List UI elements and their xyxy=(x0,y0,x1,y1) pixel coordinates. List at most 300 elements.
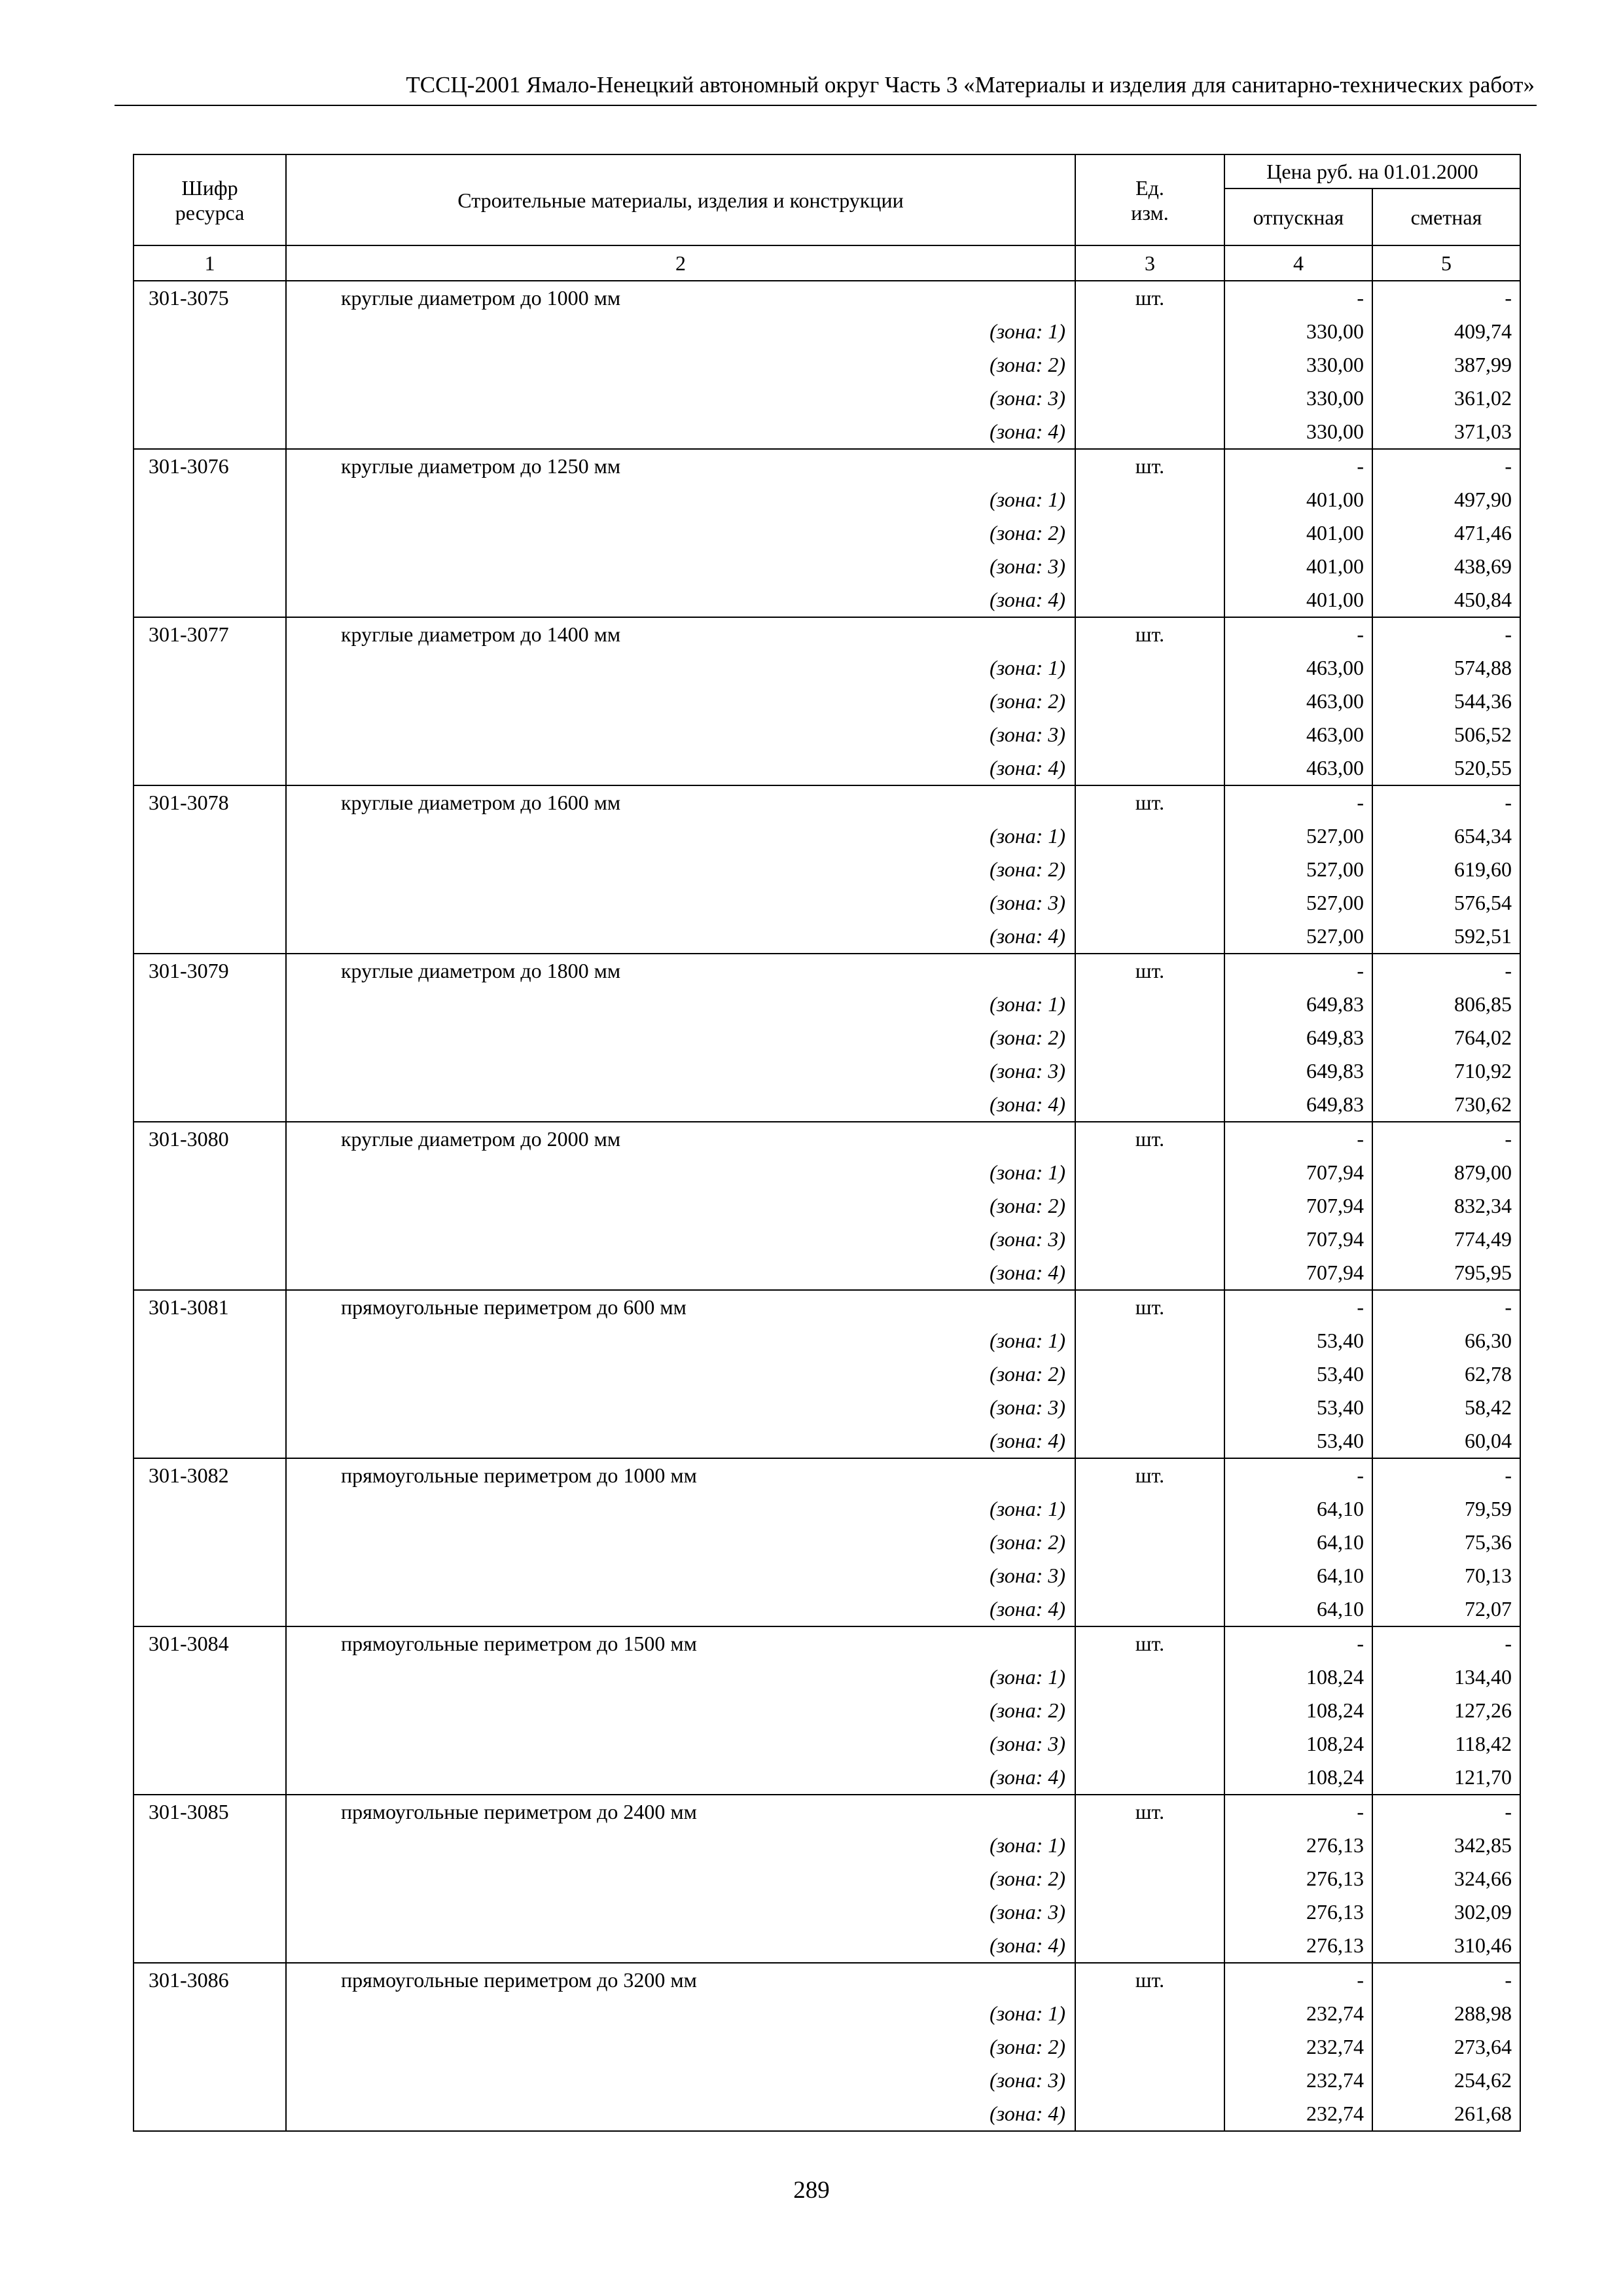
empty-cell xyxy=(1075,1895,1224,1929)
empty-cell xyxy=(1075,1391,1224,1424)
estimate-price: 520,55 xyxy=(1372,751,1520,785)
release-price: - xyxy=(1224,449,1372,483)
empty-cell xyxy=(1075,1694,1224,1727)
zone-row xyxy=(134,483,1520,516)
release-price: 276,13 xyxy=(1224,1929,1372,1963)
col-header-price-estimate: сметная xyxy=(1372,188,1520,245)
empty-cell xyxy=(134,1862,286,1895)
unit-cell: шт. xyxy=(1075,954,1224,988)
release-price: 649,83 xyxy=(1224,1088,1372,1122)
empty-cell xyxy=(1075,1727,1224,1761)
estimate-price: 361,02 xyxy=(1372,382,1520,415)
table-row xyxy=(134,1122,1520,1156)
zone-label: (зона: 1) xyxy=(286,1324,1075,1357)
estimate-price: - xyxy=(1372,785,1520,819)
zone-label: (зона: 4) xyxy=(286,1761,1075,1795)
unit-cell: шт. xyxy=(1075,617,1224,651)
estimate-price: 654,34 xyxy=(1372,819,1520,853)
zone-label: (зона: 2) xyxy=(286,1021,1075,1054)
material-name: круглые диаметром до 1800 мм xyxy=(286,954,1075,988)
empty-cell xyxy=(134,1895,286,1929)
empty-cell xyxy=(1075,1189,1224,1223)
empty-cell xyxy=(1075,483,1224,516)
unit-cell: шт. xyxy=(1075,449,1224,483)
empty-cell xyxy=(1075,1357,1224,1391)
release-price: 108,24 xyxy=(1224,1694,1372,1727)
estimate-price: 66,30 xyxy=(1372,1324,1520,1357)
empty-cell xyxy=(134,1391,286,1424)
empty-cell xyxy=(134,718,286,751)
zone-label: (зона: 4) xyxy=(286,1424,1075,1458)
zone-label: (зона: 1) xyxy=(286,1997,1075,2030)
zone-row xyxy=(134,988,1520,1021)
estimate-price: 774,49 xyxy=(1372,1223,1520,1256)
table-row xyxy=(134,1795,1520,1829)
zone-row xyxy=(134,1424,1520,1458)
zone-label: (зона: 3) xyxy=(286,2064,1075,2097)
empty-cell xyxy=(1075,685,1224,718)
release-price: 276,13 xyxy=(1224,1895,1372,1929)
table-row xyxy=(134,954,1520,988)
material-name: круглые диаметром до 1000 мм xyxy=(286,281,1075,315)
release-price: - xyxy=(1224,1458,1372,1492)
estimate-price: 342,85 xyxy=(1372,1829,1520,1862)
release-price: 330,00 xyxy=(1224,315,1372,348)
empty-cell xyxy=(1075,1492,1224,1526)
empty-cell xyxy=(134,1592,286,1626)
release-price: 232,74 xyxy=(1224,2097,1372,2131)
col-number: 2 xyxy=(286,245,1075,281)
empty-cell xyxy=(1075,1660,1224,1694)
empty-cell xyxy=(1075,718,1224,751)
resource-code: 301-3084 xyxy=(134,1626,286,1660)
empty-cell xyxy=(134,1694,286,1727)
empty-cell xyxy=(1075,1526,1224,1559)
zone-row xyxy=(134,1189,1520,1223)
release-price: 64,10 xyxy=(1224,1592,1372,1626)
zone-label: (зона: 3) xyxy=(286,1054,1075,1088)
release-price: 527,00 xyxy=(1224,886,1372,920)
empty-cell xyxy=(134,415,286,449)
zone-row xyxy=(134,1391,1520,1424)
empty-cell xyxy=(134,886,286,920)
zone-row xyxy=(134,1559,1520,1592)
estimate-price: 324,66 xyxy=(1372,1862,1520,1895)
estimate-price: 592,51 xyxy=(1372,920,1520,954)
zone-row xyxy=(134,1862,1520,1895)
resource-code: 301-3082 xyxy=(134,1458,286,1492)
estimate-price: 471,46 xyxy=(1372,516,1520,550)
col-number: 4 xyxy=(1224,245,1372,281)
empty-cell xyxy=(134,1156,286,1189)
empty-cell xyxy=(134,315,286,348)
empty-cell xyxy=(1075,1929,1224,1963)
empty-cell xyxy=(1075,1592,1224,1626)
empty-cell xyxy=(1075,1021,1224,1054)
empty-cell xyxy=(134,853,286,886)
zone-row xyxy=(134,516,1520,550)
estimate-price: 127,26 xyxy=(1372,1694,1520,1727)
empty-cell xyxy=(134,1088,286,1122)
release-price: - xyxy=(1224,617,1372,651)
zone-row xyxy=(134,1088,1520,1122)
empty-cell xyxy=(134,920,286,954)
estimate-price: - xyxy=(1372,1795,1520,1829)
zone-label: (зона: 3) xyxy=(286,1727,1075,1761)
empty-cell xyxy=(1075,1088,1224,1122)
zone-row xyxy=(134,348,1520,382)
zone-row xyxy=(134,2097,1520,2131)
zone-row xyxy=(134,1694,1520,1727)
empty-cell xyxy=(134,2064,286,2097)
resource-code: 301-3081 xyxy=(134,1290,286,1324)
estimate-price: 574,88 xyxy=(1372,651,1520,685)
zone-label: (зона: 1) xyxy=(286,988,1075,1021)
estimate-price: - xyxy=(1372,1290,1520,1324)
release-price: 463,00 xyxy=(1224,751,1372,785)
estimate-price: 764,02 xyxy=(1372,1021,1520,1054)
estimate-price: 134,40 xyxy=(1372,1660,1520,1694)
col-header-unit: Ед. изм. xyxy=(1075,154,1224,245)
zone-row xyxy=(134,2030,1520,2064)
zone-row xyxy=(134,1492,1520,1526)
release-price: 232,74 xyxy=(1224,1997,1372,2030)
estimate-price: - xyxy=(1372,449,1520,483)
empty-cell xyxy=(134,1357,286,1391)
estimate-price: - xyxy=(1372,954,1520,988)
zone-label: (зона: 3) xyxy=(286,382,1075,415)
empty-cell xyxy=(134,751,286,785)
zone-label: (зона: 1) xyxy=(286,1829,1075,1862)
zone-row xyxy=(134,1660,1520,1694)
table-row xyxy=(134,281,1520,315)
estimate-price: 70,13 xyxy=(1372,1559,1520,1592)
zone-label: (зона: 2) xyxy=(286,516,1075,550)
material-name: круглые диаметром до 2000 мм xyxy=(286,1122,1075,1156)
estimate-price: - xyxy=(1372,1458,1520,1492)
release-price: 276,13 xyxy=(1224,1829,1372,1862)
release-price: - xyxy=(1224,954,1372,988)
empty-cell xyxy=(1075,2030,1224,2064)
estimate-price: 254,62 xyxy=(1372,2064,1520,2097)
empty-cell xyxy=(1075,751,1224,785)
zone-row xyxy=(134,1054,1520,1088)
table-row xyxy=(134,1458,1520,1492)
unit-cell: шт. xyxy=(1075,1458,1224,1492)
zone-label: (зона: 2) xyxy=(286,1357,1075,1391)
estimate-price: 450,84 xyxy=(1372,583,1520,617)
estimate-price: 730,62 xyxy=(1372,1088,1520,1122)
unit-cell: шт. xyxy=(1075,1795,1224,1829)
material-name: прямоугольные периметром до 2400 мм xyxy=(286,1795,1075,1829)
empty-cell xyxy=(1075,1829,1224,1862)
estimate-price: 497,90 xyxy=(1372,483,1520,516)
empty-cell xyxy=(1075,1559,1224,1592)
empty-cell xyxy=(1075,1324,1224,1357)
zone-label: (зона: 2) xyxy=(286,1862,1075,1895)
zone-row xyxy=(134,1256,1520,1290)
release-price: 232,74 xyxy=(1224,2064,1372,2097)
table-row xyxy=(134,1963,1520,1997)
empty-cell xyxy=(134,1997,286,2030)
release-price: 527,00 xyxy=(1224,853,1372,886)
release-price: - xyxy=(1224,785,1372,819)
empty-cell xyxy=(1075,315,1224,348)
release-price: - xyxy=(1224,1122,1372,1156)
zone-row xyxy=(134,583,1520,617)
release-price: 649,83 xyxy=(1224,1054,1372,1088)
release-price: 330,00 xyxy=(1224,415,1372,449)
release-price: 527,00 xyxy=(1224,819,1372,853)
release-price: 330,00 xyxy=(1224,348,1372,382)
unit-cell: шт. xyxy=(1075,1963,1224,1997)
empty-cell xyxy=(134,382,286,415)
zone-row xyxy=(134,415,1520,449)
col-header-price-release: отпускная xyxy=(1224,188,1372,245)
release-price: 707,94 xyxy=(1224,1223,1372,1256)
unit-cell: шт. xyxy=(1075,281,1224,315)
page-number: 289 xyxy=(793,2177,830,2204)
estimate-price: 371,03 xyxy=(1372,415,1520,449)
release-price: 53,40 xyxy=(1224,1424,1372,1458)
release-price: 707,94 xyxy=(1224,1189,1372,1223)
release-price: 232,74 xyxy=(1224,2030,1372,2064)
zone-label: (зона: 3) xyxy=(286,886,1075,920)
resource-code: 301-3078 xyxy=(134,785,286,819)
estimate-price: 795,95 xyxy=(1372,1256,1520,1290)
release-price: 64,10 xyxy=(1224,1526,1372,1559)
material-name: прямоугольные периметром до 1500 мм xyxy=(286,1626,1075,1660)
estimate-price: 75,36 xyxy=(1372,1526,1520,1559)
estimate-price: 832,34 xyxy=(1372,1189,1520,1223)
empty-cell xyxy=(134,1189,286,1223)
empty-cell xyxy=(1075,1997,1224,2030)
material-name: прямоугольные периметром до 3200 мм xyxy=(286,1963,1075,1997)
zone-label: (зона: 2) xyxy=(286,1526,1075,1559)
empty-cell xyxy=(134,2097,286,2131)
empty-cell xyxy=(1075,1054,1224,1088)
zone-label: (зона: 4) xyxy=(286,920,1075,954)
zone-label: (зона: 1) xyxy=(286,1156,1075,1189)
estimate-price: 879,00 xyxy=(1372,1156,1520,1189)
empty-cell xyxy=(134,550,286,583)
release-price: - xyxy=(1224,1290,1372,1324)
empty-cell xyxy=(1075,651,1224,685)
zone-label: (зона: 1) xyxy=(286,1660,1075,1694)
material-name: круглые диаметром до 1400 мм xyxy=(286,617,1075,651)
resource-code: 301-3080 xyxy=(134,1122,286,1156)
empty-cell xyxy=(134,2030,286,2064)
release-price: 401,00 xyxy=(1224,583,1372,617)
material-name: круглые диаметром до 1250 мм xyxy=(286,449,1075,483)
material-name: прямоугольные периметром до 600 мм xyxy=(286,1290,1075,1324)
col-number: 3 xyxy=(1075,245,1224,281)
zone-label: (зона: 3) xyxy=(286,1559,1075,1592)
unit-cell: шт. xyxy=(1075,1290,1224,1324)
price-table xyxy=(133,154,1521,2132)
zone-label: (зона: 1) xyxy=(286,483,1075,516)
zone-label: (зона: 4) xyxy=(286,1592,1075,1626)
estimate-price: 79,59 xyxy=(1372,1492,1520,1526)
zone-row xyxy=(134,1357,1520,1391)
zone-row xyxy=(134,751,1520,785)
empty-cell xyxy=(134,1559,286,1592)
empty-cell xyxy=(1075,886,1224,920)
estimate-price: 288,98 xyxy=(1372,1997,1520,2030)
zone-label: (зона: 2) xyxy=(286,2030,1075,2064)
empty-cell xyxy=(134,1727,286,1761)
empty-cell xyxy=(134,1829,286,1862)
release-price: - xyxy=(1224,1795,1372,1829)
zone-label: (зона: 4) xyxy=(286,1256,1075,1290)
estimate-price: 118,42 xyxy=(1372,1727,1520,1761)
empty-cell xyxy=(134,1256,286,1290)
empty-cell xyxy=(1075,819,1224,853)
estimate-price: - xyxy=(1372,1122,1520,1156)
header-rule xyxy=(115,105,1537,106)
release-price: 64,10 xyxy=(1224,1559,1372,1592)
zone-label: (зона: 2) xyxy=(286,1189,1075,1223)
zone-label: (зона: 4) xyxy=(286,415,1075,449)
zone-row xyxy=(134,920,1520,954)
col-header-code: Шифр ресурса xyxy=(134,154,286,245)
empty-cell xyxy=(134,988,286,1021)
resource-code: 301-3079 xyxy=(134,954,286,988)
resource-code: 301-3086 xyxy=(134,1963,286,1997)
estimate-price: 62,78 xyxy=(1372,1357,1520,1391)
estimate-price: 544,36 xyxy=(1372,685,1520,718)
zone-label: (зона: 2) xyxy=(286,1694,1075,1727)
empty-cell xyxy=(1075,853,1224,886)
unit-cell: шт. xyxy=(1075,1626,1224,1660)
release-price: 53,40 xyxy=(1224,1357,1372,1391)
zone-row xyxy=(134,1829,1520,1862)
col-header-name: Строительные материалы, изделия и конструкции xyxy=(286,154,1075,245)
zone-label: (зона: 3) xyxy=(286,1223,1075,1256)
running-header: ТССЦ-2001 Ямало-Ненецкий автономный округ Часть 3 «Материалы и изделия для санитарно-технических работ» xyxy=(406,72,1535,98)
release-price: 401,00 xyxy=(1224,483,1372,516)
zone-label: (зона: 3) xyxy=(286,1895,1075,1929)
estimate-price: - xyxy=(1372,281,1520,315)
zone-label: (зона: 4) xyxy=(286,1088,1075,1122)
zone-label: (зона: 1) xyxy=(286,819,1075,853)
estimate-price: 806,85 xyxy=(1372,988,1520,1021)
zone-label: (зона: 4) xyxy=(286,751,1075,785)
release-price: 527,00 xyxy=(1224,920,1372,954)
empty-cell xyxy=(1075,348,1224,382)
estimate-price: 387,99 xyxy=(1372,348,1520,382)
resource-code: 301-3077 xyxy=(134,617,286,651)
zone-row xyxy=(134,685,1520,718)
release-price: 649,83 xyxy=(1224,1021,1372,1054)
estimate-price: - xyxy=(1372,617,1520,651)
table-row xyxy=(134,617,1520,651)
zone-label: (зона: 2) xyxy=(286,348,1075,382)
release-price: 401,00 xyxy=(1224,550,1372,583)
release-price: 108,24 xyxy=(1224,1761,1372,1795)
table-row xyxy=(134,1626,1520,1660)
estimate-price: 72,07 xyxy=(1372,1592,1520,1626)
zone-label: (зона: 1) xyxy=(286,1492,1075,1526)
release-price: 463,00 xyxy=(1224,651,1372,685)
zone-label: (зона: 1) xyxy=(286,651,1075,685)
release-price: 463,00 xyxy=(1224,685,1372,718)
zone-row xyxy=(134,853,1520,886)
zone-row xyxy=(134,1929,1520,1963)
empty-cell xyxy=(1075,988,1224,1021)
release-price: 463,00 xyxy=(1224,718,1372,751)
estimate-price: 438,69 xyxy=(1372,550,1520,583)
zone-label: (зона: 3) xyxy=(286,550,1075,583)
empty-cell xyxy=(1075,2097,1224,2131)
empty-cell xyxy=(134,1424,286,1458)
empty-cell xyxy=(1075,1256,1224,1290)
release-price: - xyxy=(1224,1626,1372,1660)
zone-row xyxy=(134,819,1520,853)
estimate-price: 273,64 xyxy=(1372,2030,1520,2064)
material-name: круглые диаметром до 1600 мм xyxy=(286,785,1075,819)
zone-label: (зона: 3) xyxy=(286,1391,1075,1424)
empty-cell xyxy=(134,583,286,617)
release-price: - xyxy=(1224,1963,1372,1997)
zone-row xyxy=(134,1997,1520,2030)
table-row xyxy=(134,785,1520,819)
empty-cell xyxy=(134,651,286,685)
zone-row xyxy=(134,1727,1520,1761)
release-price: 53,40 xyxy=(1224,1324,1372,1357)
release-price: 276,13 xyxy=(1224,1862,1372,1895)
estimate-price: 619,60 xyxy=(1372,853,1520,886)
empty-cell xyxy=(1075,583,1224,617)
empty-cell xyxy=(134,483,286,516)
zone-row xyxy=(134,718,1520,751)
release-price: 707,94 xyxy=(1224,1256,1372,1290)
zone-row xyxy=(134,315,1520,348)
col-header-price-group: Цена руб. на 01.01.2000 xyxy=(1224,154,1520,188)
empty-cell xyxy=(134,1223,286,1256)
empty-cell xyxy=(1075,920,1224,954)
estimate-price: 506,52 xyxy=(1372,718,1520,751)
zone-row xyxy=(134,1761,1520,1795)
zone-row xyxy=(134,1526,1520,1559)
zone-row xyxy=(134,1324,1520,1357)
zone-row xyxy=(134,886,1520,920)
estimate-price: 58,42 xyxy=(1372,1391,1520,1424)
col-number: 1 xyxy=(134,245,286,281)
zone-row xyxy=(134,2064,1520,2097)
estimate-price: 302,09 xyxy=(1372,1895,1520,1929)
empty-cell xyxy=(134,1761,286,1795)
empty-cell xyxy=(134,1660,286,1694)
zone-label: (зона: 3) xyxy=(286,718,1075,751)
resource-code: 301-3076 xyxy=(134,449,286,483)
estimate-price: 310,46 xyxy=(1372,1929,1520,1963)
estimate-price: - xyxy=(1372,1626,1520,1660)
zone-label: (зона: 4) xyxy=(286,2097,1075,2131)
empty-cell xyxy=(134,1054,286,1088)
table-body xyxy=(134,281,1520,2131)
zone-row xyxy=(134,550,1520,583)
release-price: 108,24 xyxy=(1224,1660,1372,1694)
empty-cell xyxy=(134,1324,286,1357)
release-price: 330,00 xyxy=(1224,382,1372,415)
table-row xyxy=(134,1290,1520,1324)
material-name: прямоугольные периметром до 1000 мм xyxy=(286,1458,1075,1492)
empty-cell xyxy=(134,685,286,718)
empty-cell xyxy=(1075,1156,1224,1189)
zone-row xyxy=(134,651,1520,685)
estimate-price: 409,74 xyxy=(1372,315,1520,348)
